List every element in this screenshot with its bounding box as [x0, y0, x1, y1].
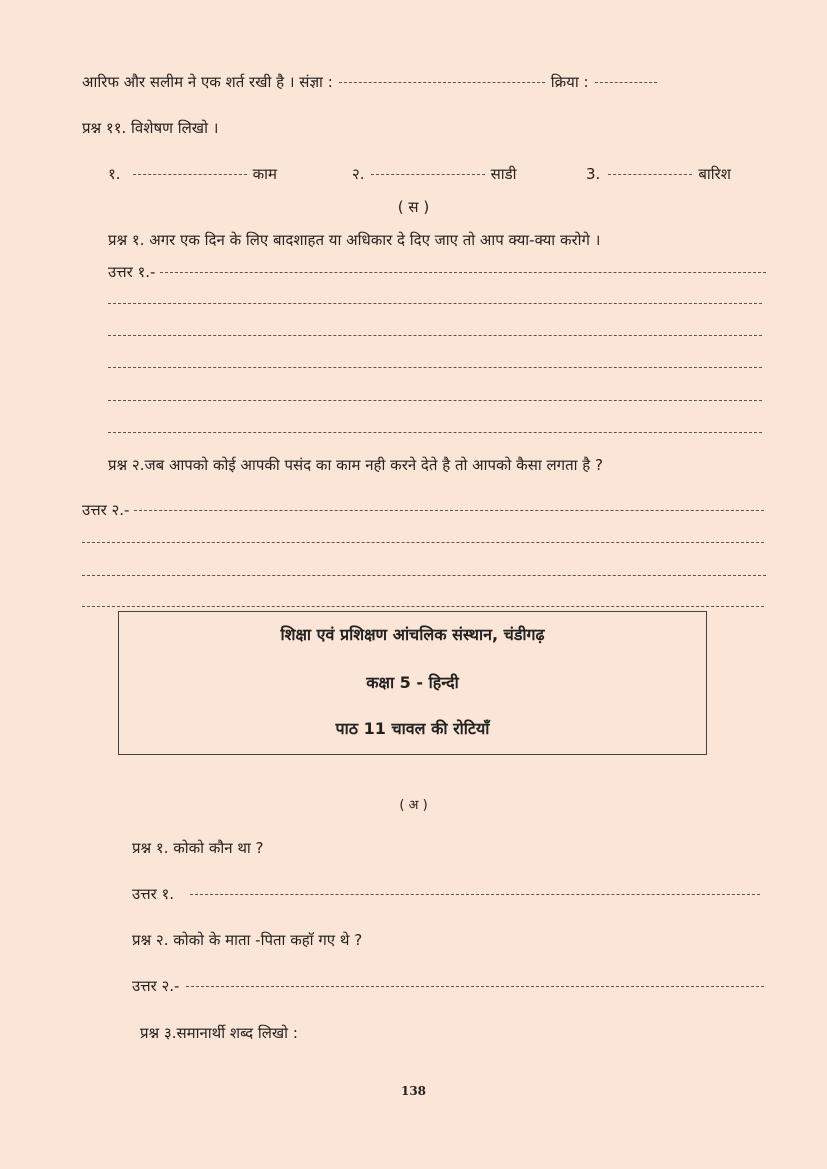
blank-item-3: 3. बारिश	[586, 165, 731, 183]
answer-line[interactable]	[108, 400, 762, 401]
answer-blank[interactable]	[595, 82, 657, 83]
answer-a-2-label: उत्तर २.-	[132, 977, 180, 995]
question-a-2: प्रश्न २. कोको के माता -पिता कहाॅ गए थे ?	[132, 931, 363, 949]
question-a-1: प्रश्न १. कोको कौन था ?	[132, 839, 264, 857]
answer-blank[interactable]	[133, 174, 247, 175]
line1-text: आरिफ और सलीम ने एक शर्त रखी है । संज्ञा :	[82, 73, 333, 91]
answer-blank[interactable]	[339, 82, 545, 83]
answer-line[interactable]	[134, 510, 764, 511]
question-a-3: प्रश्न ३.समानार्थी शब्द लिखो :	[140, 1024, 298, 1042]
answer-blank[interactable]	[608, 174, 692, 175]
section-heading-a: ( अ )	[399, 798, 428, 813]
answer-line[interactable]	[82, 542, 764, 543]
answer-line[interactable]	[82, 575, 766, 576]
answer-line[interactable]	[160, 272, 766, 273]
answer-line[interactable]	[190, 894, 760, 895]
line-sangya-kriya	[82, 72, 663, 92]
answer-line[interactable]	[108, 303, 762, 304]
kriya-label: क्रिया :	[550, 73, 589, 91]
answer-line[interactable]	[108, 367, 762, 368]
answer-line[interactable]	[108, 335, 762, 336]
answer-sa-2-label: उत्तर २.-	[82, 501, 130, 519]
answer-line[interactable]	[108, 432, 762, 433]
question-11: प्रश्न ११. विशेषण लिखो ।	[82, 119, 219, 137]
question-sa-2: प्रश्न २.जब आपको कोई आपकी पसंद का काम नही करने देते है तो आपको कैसा लगता है ?	[108, 456, 603, 474]
answer-sa-1-label: उत्तर १.-	[108, 263, 156, 281]
blank-item-2: २. साडी	[352, 165, 517, 183]
answer-line[interactable]	[82, 606, 764, 607]
question-sa-1: प्रश्न १. अगर एक दिन के लिए बादशाहत या अधिकार दे दिए जाए तो आप क्या-क्या करोगे ।	[108, 231, 601, 249]
answer-blank[interactable]	[371, 174, 485, 175]
institute-name: शिक्षा एवं प्रशिक्षण आंचलिक संस्थान, चंडीगढ़	[280, 625, 545, 644]
class-subject: कक्षा 5 - हिन्दी	[366, 673, 459, 692]
lesson-title-box	[118, 611, 707, 755]
answer-a-1-label: उत्तर १.	[132, 885, 175, 903]
lesson-title: पाठ 11 चावल की रोटियाँ	[335, 719, 490, 738]
page-number: 138	[400, 1084, 427, 1098]
blank-item-1: १. काम	[108, 165, 277, 183]
section-heading-sa: ( स )	[397, 198, 430, 216]
answer-line[interactable]	[186, 986, 764, 987]
